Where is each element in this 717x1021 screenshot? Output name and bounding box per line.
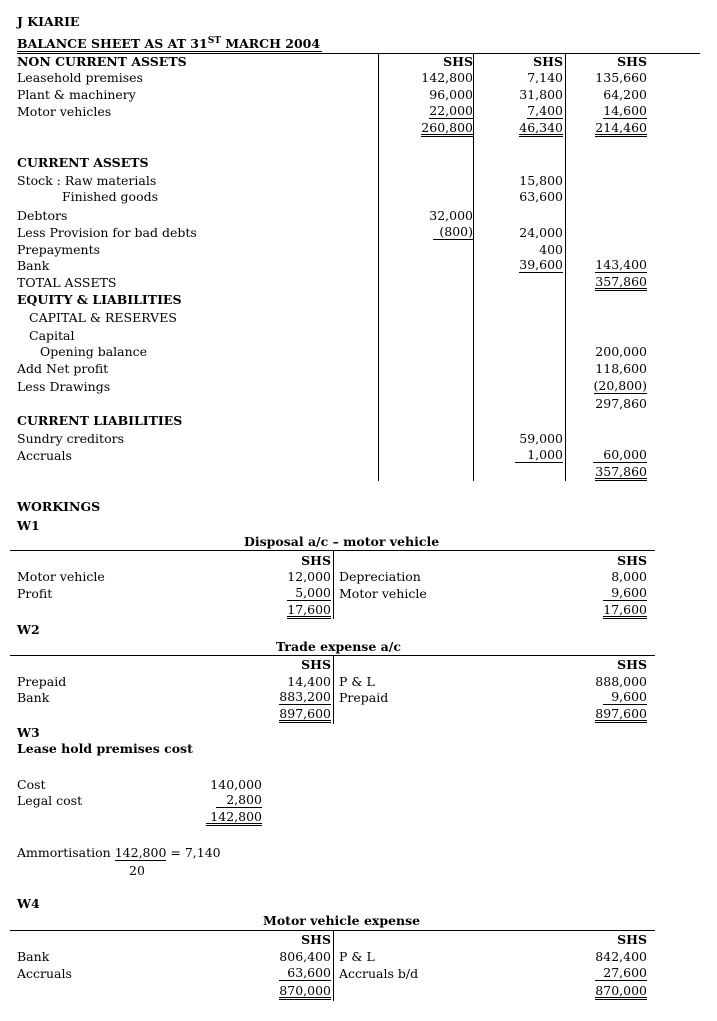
equity-heading: EQUITY & LIABILITIES (17, 292, 182, 307)
w4-right-total: 870,000 (595, 983, 647, 998)
amort-denominator: 20 (129, 863, 145, 878)
amort-label: Ammortisation (17, 845, 111, 860)
grand-total-value: 357,860 (595, 464, 647, 479)
title-main: BALANCE SHEET AS AT 31 (17, 36, 208, 51)
drawings-value: (20,800) (593, 378, 647, 393)
title-sup: ST (207, 36, 221, 46)
capital-reserves-label: CAPITAL & RESERVES (29, 310, 177, 325)
w1-left-label: Profit (17, 586, 53, 601)
w2-right-amount: 888,000 (595, 674, 647, 689)
nca-heading: NON CURRENT ASSETS (17, 54, 187, 69)
bs-col2-right-rule (565, 53, 566, 481)
w3-cost-label: Cost (17, 777, 46, 792)
w1-right-amount: 9,600 (603, 586, 647, 601)
page-title (17, 34, 320, 51)
w1-left-amount: 12,000 (287, 569, 331, 584)
w4-left-label: Bank (17, 949, 50, 964)
w1-title: Disposal a/c – motor vehicle (244, 534, 440, 549)
w4-left-amount: 63,600 (279, 966, 331, 981)
w2-left-amount: 14,400 (287, 674, 331, 689)
nca-row-dep: 7,140 (527, 70, 563, 85)
stock-raw-value: 15,800 (519, 173, 563, 188)
provision-value: (800) (433, 225, 473, 240)
w1-shs-left: SHS (301, 553, 331, 568)
nca-row-label: Plant & machinery (17, 87, 136, 102)
w3-total-value: 142,800 (206, 810, 262, 826)
bs-col1-left-rule (378, 53, 379, 481)
w4-left-amount: 806,400 (279, 949, 331, 964)
w2-left-label: Prepaid (17, 674, 67, 689)
w4-title: Motor vehicle expense (263, 913, 421, 928)
col-head-3: SHS (617, 54, 647, 69)
bank-label: Bank (17, 258, 50, 273)
finished-goods-label: Finished goods (62, 189, 159, 204)
w4-label: W4 (17, 896, 40, 911)
w3-amortisation (17, 845, 221, 860)
w1-right-label: Depreciation (339, 569, 421, 584)
w4-left-label: Accruals (17, 966, 72, 981)
prepayments-label: Prepayments (17, 242, 101, 257)
opening-balance-label: Opening balance (40, 344, 148, 359)
w3-legal-label: Legal cost (17, 793, 83, 808)
w2-label: W2 (17, 622, 40, 637)
nca-row-nbv: 64,200 (603, 87, 647, 102)
w2-right-label: Prepaid (339, 690, 389, 705)
w3-cost-value: 140,000 (210, 777, 262, 792)
w4-left-total: 870,000 (279, 983, 331, 998)
cl-heading: CURRENT LIABILITIES (17, 413, 183, 428)
title-tail: MARCH 2004 (220, 36, 321, 51)
nca-row-cost: 96,000 (429, 87, 473, 102)
nca-total-cost: 260,800 (421, 120, 473, 135)
prepayments-value: 400 (539, 242, 563, 257)
w1-center-rule (333, 551, 334, 619)
company-name: J KIARIE (17, 14, 80, 29)
w1-right-amount: 8,000 (611, 569, 647, 584)
w2-right-amount: 9,600 (603, 690, 647, 705)
w2-right-total: 897,600 (595, 706, 647, 721)
col-head-2: SHS (533, 54, 563, 69)
nca-total-nbv: 214,460 (595, 120, 647, 135)
drawings-label: Less Drawings (17, 379, 111, 394)
total-assets-label: TOTAL ASSETS (17, 275, 117, 290)
closing-capital-value: 297,860 (595, 396, 647, 411)
nca-row-label: Motor vehicles (17, 104, 112, 119)
nca-row-dep: 7,400 (527, 103, 563, 118)
nca-row-label: Leasehold premises (17, 70, 143, 85)
net-profit-value: 118,600 (595, 361, 647, 376)
nca-row-dep: 31,800 (519, 87, 563, 102)
w4-right-amount: 27,600 (595, 966, 647, 981)
nca-row-nbv: 14,600 (603, 103, 647, 118)
w1-left-amount: 5,000 (287, 586, 331, 601)
debtors-value: 32,000 (429, 208, 473, 223)
net-debtors-value: 24,000 (519, 225, 563, 240)
nca-row-cost: 142,800 (421, 70, 473, 85)
amort-numerator: 142,800 (114, 845, 167, 860)
nca-row-cost: 22,000 (429, 103, 473, 118)
w2-right-label: P & L (339, 674, 375, 689)
w2-title: Trade expense a/c (276, 639, 401, 654)
col-head-1: SHS (443, 54, 473, 69)
ca-total-value: 143,400 (595, 257, 647, 272)
bank-value: 39,600 (519, 257, 563, 272)
total-assets-value: 357,860 (595, 274, 647, 289)
bs-col1-right-rule (473, 53, 474, 481)
w1-right-total: 17,600 (603, 602, 647, 617)
w1-label: W1 (17, 518, 40, 533)
w2-left-amount: 883,200 (279, 689, 331, 704)
w2-shs-left: SHS (301, 657, 331, 672)
provision-label: Less Provision for bad debts (17, 225, 197, 240)
finished-goods-value: 63,600 (519, 189, 563, 204)
w4-shs-left: SHS (301, 932, 331, 947)
w1-shs-right: SHS (617, 553, 647, 568)
debtors-label: Debtors (17, 208, 68, 223)
capital-label: Capital (29, 328, 75, 343)
w1-right-label: Motor vehicle (339, 586, 427, 601)
w2-left-label: Bank (17, 690, 50, 705)
accruals-value: 1,000 (515, 448, 563, 463)
title-underline (17, 51, 322, 52)
stock-label: Stock : Raw materials (17, 173, 157, 188)
creditors-label: Sundry creditors (17, 431, 124, 446)
creditors-value: 59,000 (519, 431, 563, 446)
w1-left-label: Motor vehicle (17, 569, 105, 584)
accruals-label: Accruals (17, 448, 72, 463)
w4-right-label: Accruals b/d (339, 966, 419, 981)
nca-total-dep: 46,340 (519, 120, 563, 135)
w2-center-rule (333, 656, 334, 724)
w4-right-label: P & L (339, 949, 375, 964)
w1-left-total: 17,600 (287, 602, 331, 617)
cl-total-value: 60,000 (593, 448, 647, 463)
w4-right-amount: 842,400 (595, 949, 647, 964)
w2-left-total: 897,600 (279, 706, 331, 721)
w4-center-rule (333, 931, 334, 1001)
w3-title: Lease hold premises cost (17, 741, 193, 756)
opening-balance-value: 200,000 (595, 344, 647, 359)
ca-heading: CURRENT ASSETS (17, 155, 149, 170)
w3-label: W3 (17, 725, 40, 740)
nca-row-nbv: 135,660 (595, 70, 647, 85)
w2-shs-right: SHS (617, 657, 647, 672)
w3-legal-value: 2,800 (216, 793, 262, 808)
w4-shs-right: SHS (617, 932, 647, 947)
net-profit-label: Add Net profit (17, 361, 109, 376)
workings-heading: WORKINGS (17, 499, 101, 514)
amort-result: = 7,140 (170, 845, 221, 860)
